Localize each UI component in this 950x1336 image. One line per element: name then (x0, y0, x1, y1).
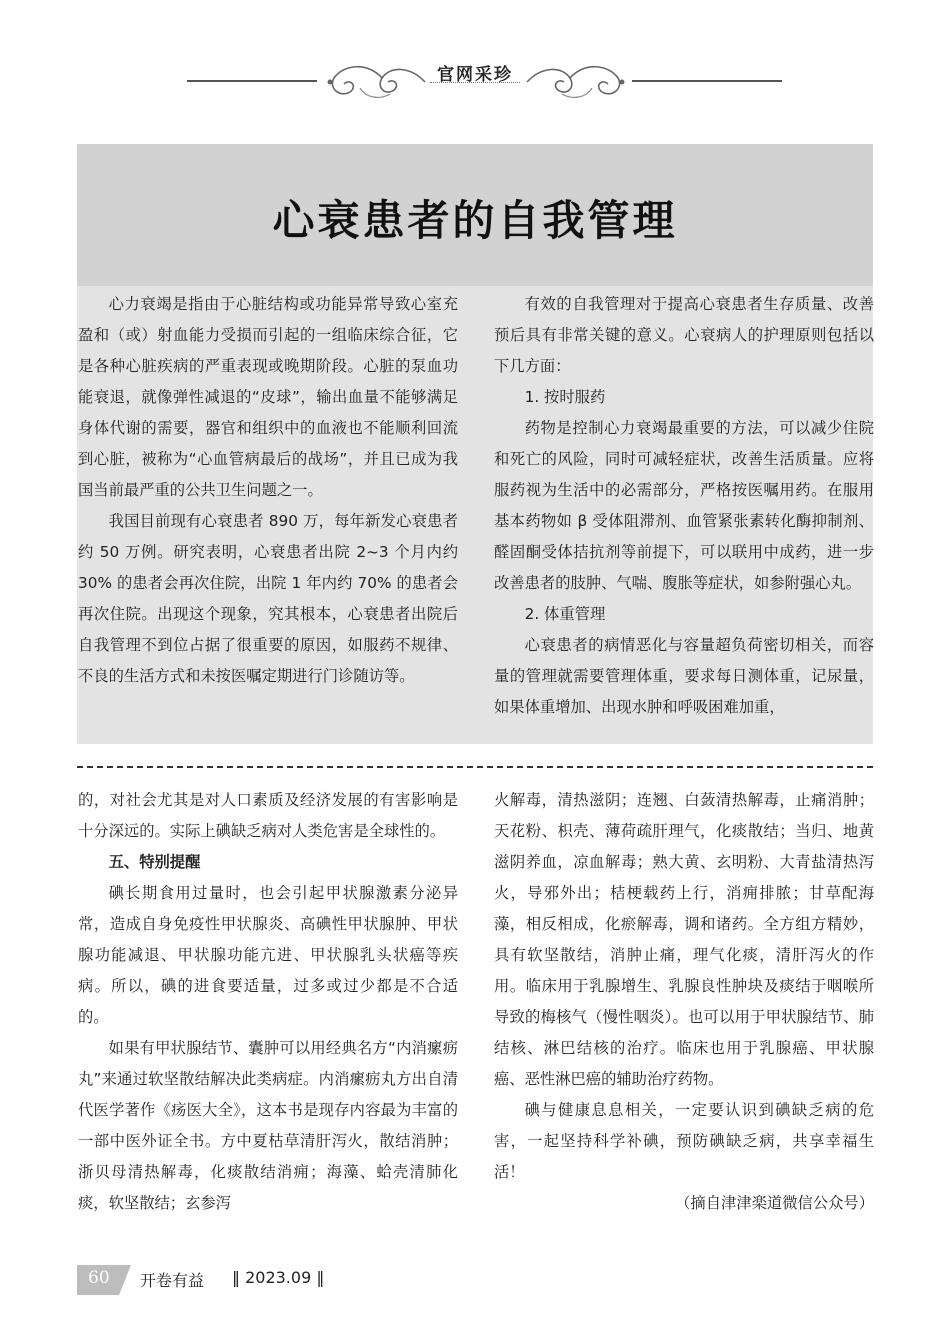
continued-paragraph: 碘与健康息息相关，一定要认识到碘缺乏病的危害，一起坚持科学补碘，预防碘缺乏病，共享幸福生活！ (494, 1101, 874, 1181)
ornament-right-icon (522, 58, 632, 106)
subheading-medication: 1. 按时服药 (524, 388, 606, 406)
article-paragraph: 心力衰竭是指由于心脏结构或功能异常导致心室充盈和（或）射血能力受损而引起的一组临床综合征，它是各种心脏疾病的严重表现或晚期阶段。心脏的泵血功能衰退，就像弹性减退的“皮球”，输出血量不能够满足身体代谢的需要，器官和组织中的血液也不能顺利回流到心脏，被称为“心血管病最后的战场”，并且已成为我国当前最严重的公共卫生问题之一。 (78, 295, 458, 499)
continued-paragraph: 的，对社会尤其是对人口素质及经济发展的有害影响是十分深远的。实际上碘缺乏病对人类危害是全球性的。 (78, 791, 458, 840)
journal-name: 开卷有益 (140, 1271, 205, 1290)
ornament-left-icon (320, 58, 430, 106)
continued-left-column (78, 785, 458, 1219)
header-rule-left (187, 80, 317, 82)
article-paragraph: 有效的自我管理对于提高心衰患者生存质量、改善预后具有非常关键的意义。心衰病人的护理原则包括以下几方面： (494, 295, 874, 375)
continued-paragraph: 火解毒，清热滋阴；连翘、白蔹清热解毒，止痛消肿；天花粉、枳壳、薄荷疏肝理气，化痰散结；当归、地黄滋阴养血，凉血解毒；熟大黄、玄明粉、大青盐清热泻火，导邪外出；桔梗载药上行，消痈排脓；甘草配海藻，相反相成，化瘀解毒，调和诸药。全方组方精妙，具有软坚散结，消肿止痛，理气化痰，清肝泻火的作用。临床用于乳腺增生、乳腺良性肿块及痰结于咽喉所导致的梅核气（慢性咽炎）。也可以用于甲状腺结节、肺结核、淋巴结核的治疗。临床也用于乳腺癌、甲状腺癌、恶性淋巴癌的辅助治疗药物。 (494, 791, 874, 1088)
section-label: 官网采珍 (437, 65, 513, 85)
section-heading: 五、特别提醒 (108, 853, 201, 871)
continued-right-column (494, 785, 874, 1219)
section-divider (77, 766, 873, 768)
article-paragraph: 心衰患者的病情恶化与容量超负荷密切相关，而容量的管理就需要管理体重，要求每日测体重，记尿量，如果体重增加、出现水肿和呼吸困难加重， (494, 636, 874, 716)
continued-paragraph: 碘长期食用过量时，也会引起甲状腺激素分泌异常，造成自身免疫性甲状腺炎、高碘性甲状腺肿、甲状腺功能减退、甲状腺功能亢进、甲状腺乳头状癌等疾病。所以，碘的进食要适量，过多或过少都是不合适的。 (78, 884, 458, 1026)
article-left-column (78, 289, 458, 692)
header-rule-right (632, 80, 782, 82)
subheading-weight: 2. 体重管理 (524, 605, 606, 623)
article-paragraph: 我国目前现有心衰患者 890 万，每年新发心衰患者约 50 万例。研究表明，心衰患者出院 2~3 个月内约 30% 的患者会再次住院，出院 1 年内约 70% 的患者会再次住院。出现这个现象，究其根本，心衰患者出院后自我管理不到位占据了很重要的原因，如服药不规律、不良的生活方式和未按医嘱定期进行门诊随访等。 (78, 512, 458, 685)
continued-paragraph: 如果有甲状腺结节、囊肿可以用经典名方“内消瘰疬丸”来通过软坚散结解决此类病症。内消瘰疬丸方出自清代医学著作《疡医大全》，这本书是现存内容最为丰富的一部中医外证全书。方中夏枯草清肝泻火，散结消肿；浙贝母清热解毒，化痰散结消痈；海藻、蛤壳清肺化痰，软坚散结；玄参泻 (78, 1039, 458, 1212)
issue-date: ‖ 2023.09 ‖ (232, 1268, 325, 1287)
source-credit: （摘自津津楽道微信公众号） (675, 1194, 874, 1212)
article-title: 心衰患者的自我管理 (272, 196, 678, 245)
section-label-underline (430, 82, 520, 87)
article-right-column (494, 289, 874, 744)
page-number: 60 (88, 1268, 110, 1288)
article-paragraph: 药物是控制心力衰竭最重要的方法，可以减少住院和死亡的风险，同时可减轻症状，改善生活质量。应将服药视为生活中的必需部分，严格按医嘱用药。在服用基本药物如 β 受体阻滞剂、血管紧张素转化酶抑制剂、醛固酮受体拮抗剂等前提下，可以联用中成药，进一步改善患者的肢肿、气喘、腹胀等症状，如参附强心丸。 (494, 419, 874, 592)
